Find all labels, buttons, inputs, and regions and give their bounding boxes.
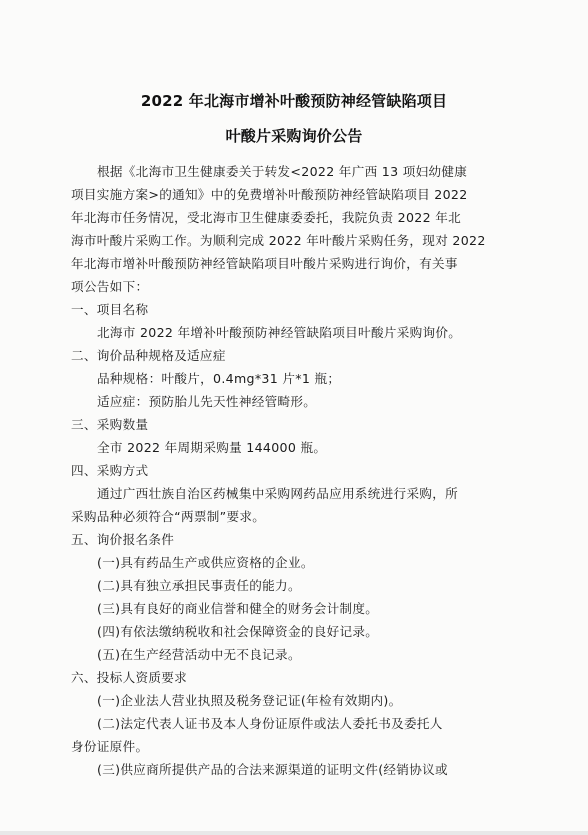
section-heading-spec: 二、询价品种规格及适应症 [71, 348, 226, 363]
method-line: 通过广西壮族自治区药械集中采购网药品应用系统进行采购，所 [97, 486, 459, 501]
condition-item: (三)具有良好的商业信誉和健全的财务会计制度。 [97, 601, 379, 616]
qualification-item: (一)企业法人营业执照及税务登记证(年检有效期内)。 [97, 693, 402, 708]
section-body-project-name: 北海市 2022 年增补叶酸预防神经管缺陷项目叶酸片采购询价。 [97, 325, 462, 340]
intro-line: 年北海市任务情况，受北海市卫生健康委委托，我院负责 2022 年北 [71, 210, 461, 225]
section-heading-method: 四、采购方式 [71, 463, 149, 478]
qualification-item: (三)供应商所提供产品的合法来源渠道的证明文件(经销协议或 [97, 762, 448, 777]
page-bottom-edge [0, 831, 588, 835]
intro-line: 年北海市增补叶酸预防神经管缺陷项目叶酸片采购进行询价，有关事 [71, 256, 458, 271]
condition-item: (二)具有独立承担民事责任的能力。 [97, 578, 301, 593]
document-title-line1: 2022 年北海市增补叶酸预防神经管缺陷项目 [140, 92, 448, 110]
section-heading-quantity: 三、采购数量 [71, 417, 149, 432]
qualification-item: (二)法定代表人证书及本人身份证原件或法人委托书及委托人 [97, 716, 443, 731]
intro-line: 项公告如下： [71, 279, 149, 294]
method-line: 采购品种必须符合“两票制”要求。 [71, 509, 266, 524]
condition-item: (一)具有药品生产或供应资格的企业。 [97, 555, 314, 570]
indication-line: 适应症：预防胎儿先天性神经管畸形。 [97, 394, 317, 409]
document-title-line2: 叶酸片采购询价公告 [225, 127, 363, 145]
condition-item: (四)有依法缴纳税收和社会保障资金的良好记录。 [97, 624, 379, 639]
section-heading-qualification: 六、投标人资质要求 [71, 670, 188, 685]
section-heading-conditions: 五、询价报名条件 [71, 532, 175, 547]
intro-line: 根据《北海市卫生健康委关于转发<2022 年广西 13 项妇幼健康 [97, 164, 468, 179]
condition-item: (五)在生产经营活动中无不良记录。 [97, 647, 301, 662]
qualification-item: 身份证原件。 [71, 739, 149, 754]
intro-line: 海市叶酸片采购工作。为顺利完成 2022 年叶酸片采购任务，现对 2022 [71, 233, 486, 248]
intro-line: 项目实施方案>的通知》中的免费增补叶酸预防神经管缺陷项目 2022 [71, 187, 468, 202]
spec-line: 品种规格：叶酸片，0.4mg*31 片*1 瓶； [97, 371, 341, 386]
section-body-quantity: 全市 2022 年周期采购量 144000 瓶。 [97, 440, 327, 455]
section-heading-project-name: 一、项目名称 [71, 302, 149, 317]
